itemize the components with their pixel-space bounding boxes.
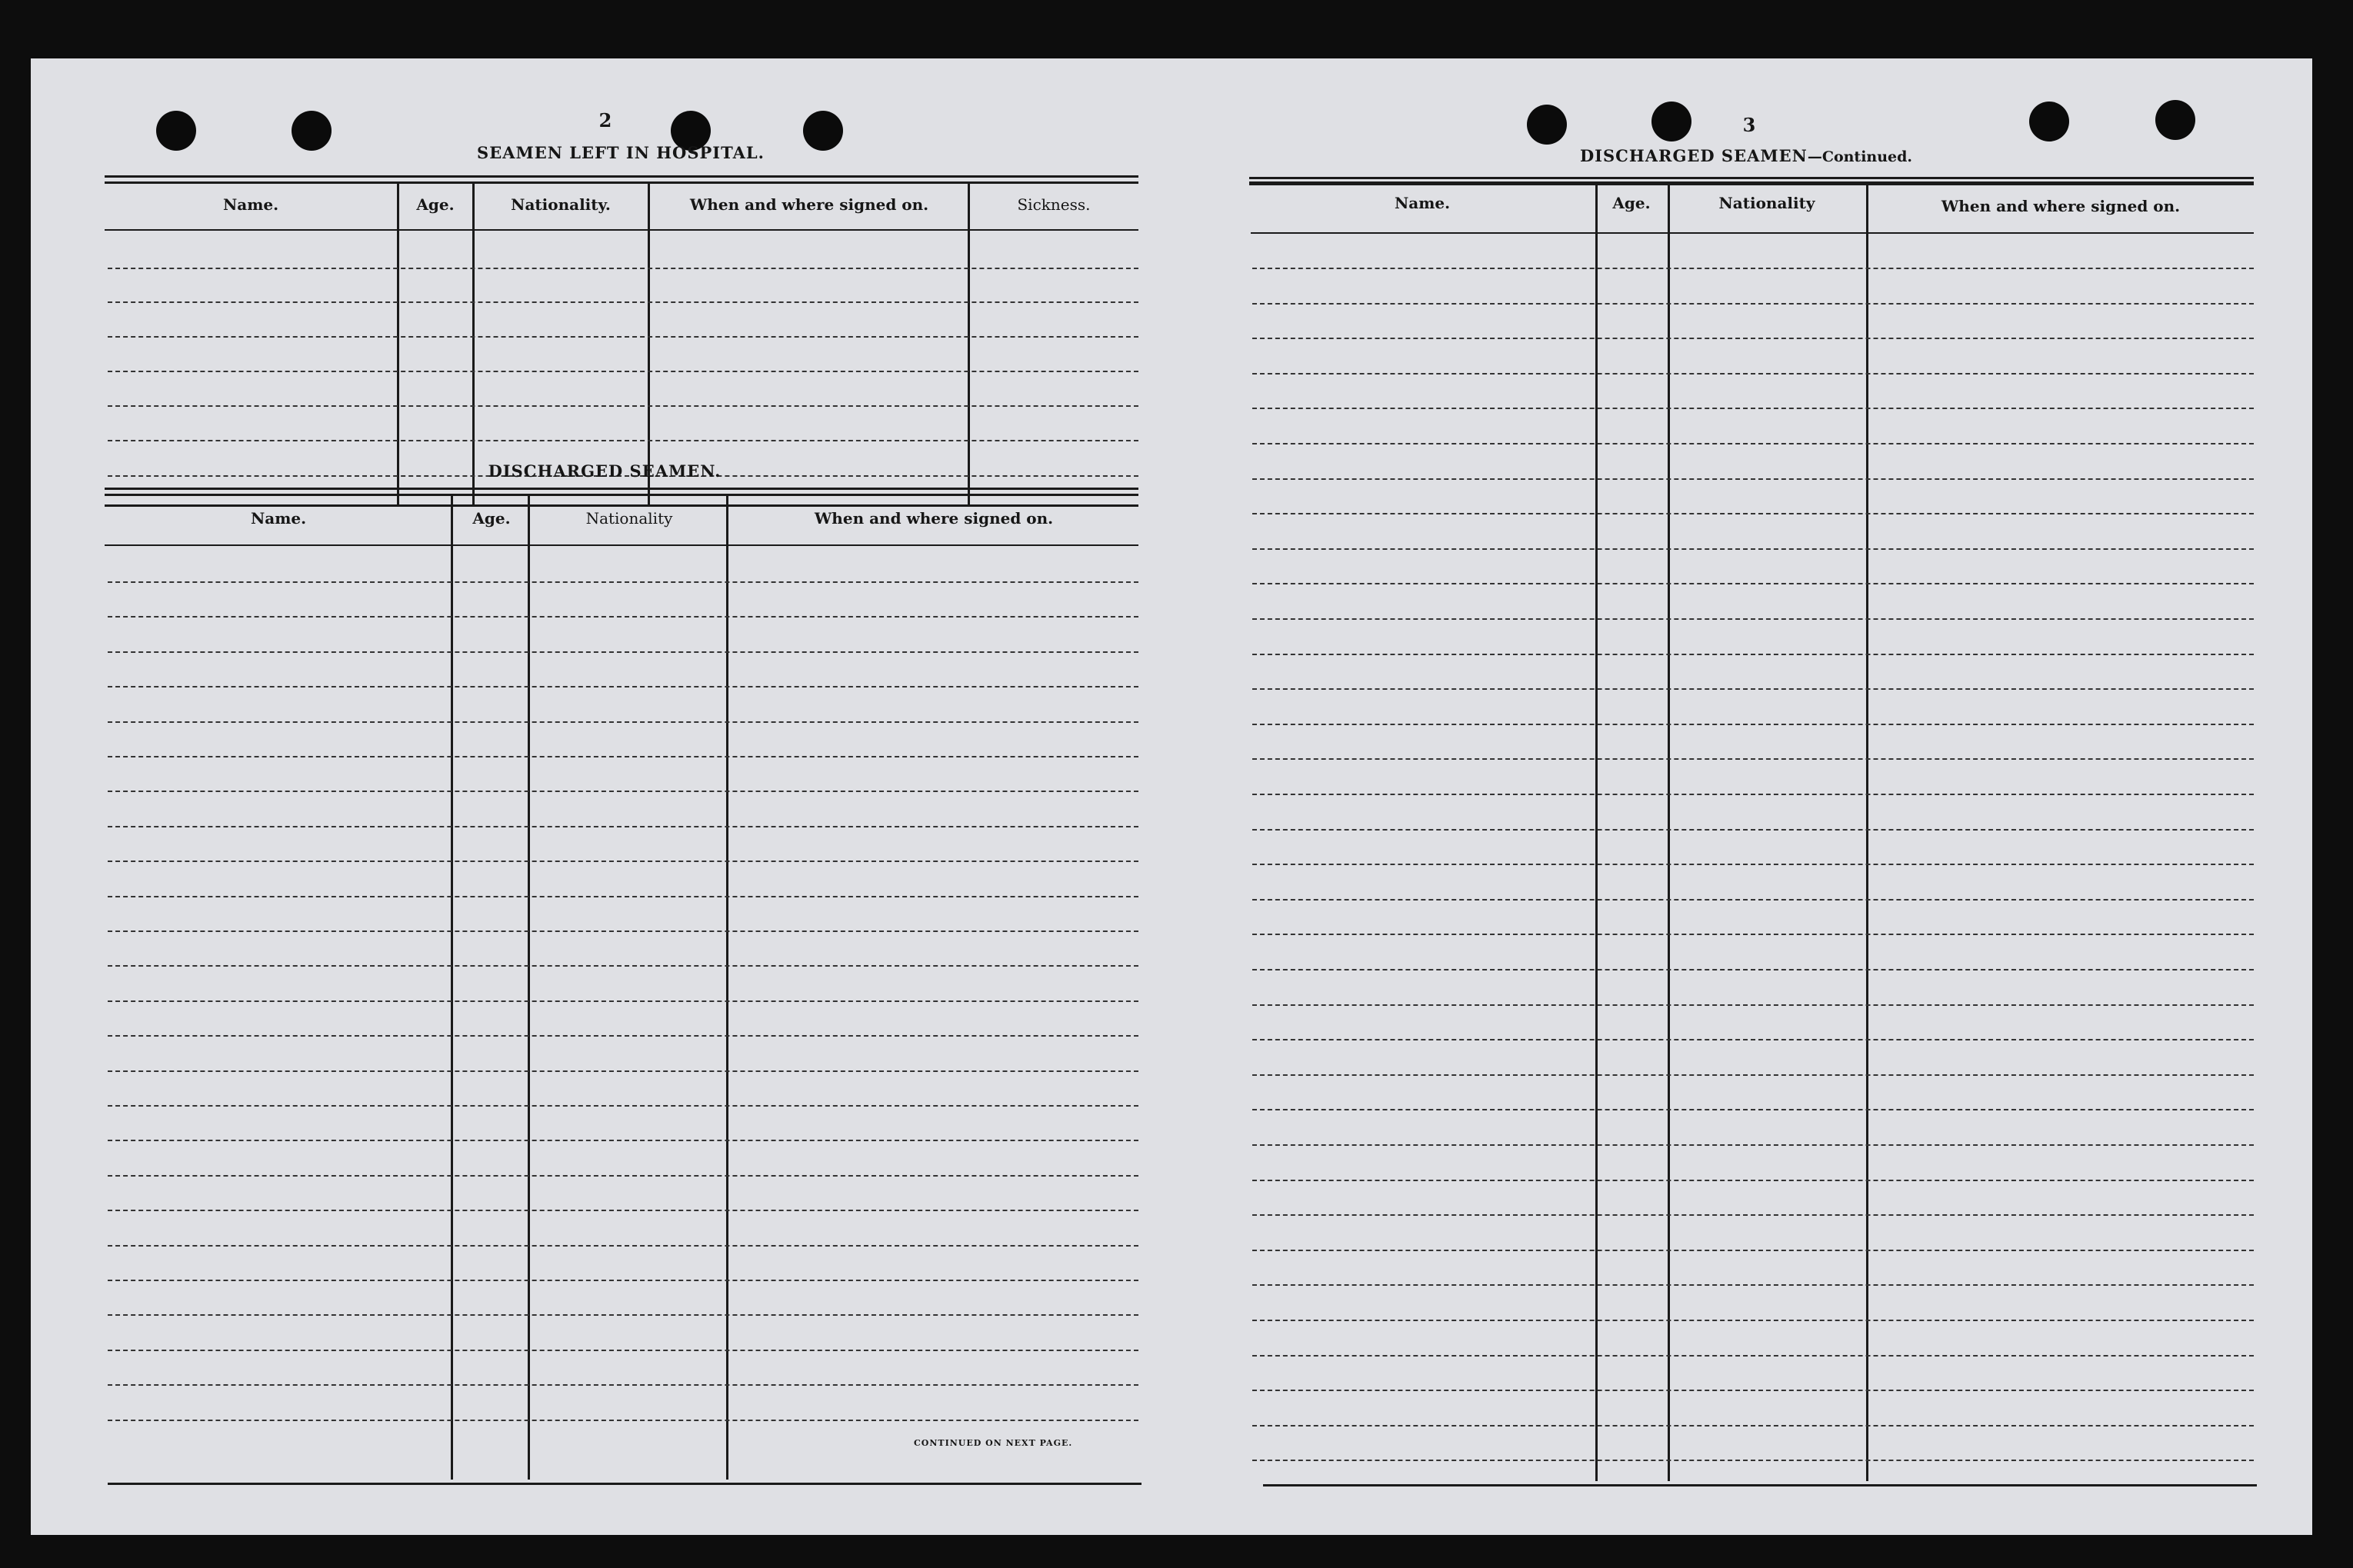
entry-line: [1252, 829, 2254, 831]
rule: [105, 488, 1138, 490]
entry-line: [108, 1314, 1138, 1316]
entry-line: [1252, 373, 2254, 375]
rule: [105, 181, 1138, 184]
rule: [105, 494, 1138, 496]
discharged-continued-title: [1580, 146, 1912, 165]
entry-line: [1252, 1355, 2254, 1357]
discharged-section-title: DISCHARGED SEAMEN.: [488, 461, 722, 481]
column-divider: [1668, 185, 1670, 1481]
punch-hole: [292, 111, 332, 151]
punch-hole: [1651, 102, 1691, 141]
page-number-left: 2: [598, 109, 612, 131]
entry-line: [1252, 1320, 2254, 1321]
entry-line: [1252, 1214, 2254, 1216]
column-divider: [472, 183, 475, 506]
entry-line: [1252, 268, 2254, 269]
column-divider: [397, 183, 399, 506]
entry-line: [1252, 478, 2254, 480]
entry-line: [108, 405, 1138, 407]
entry-line: [108, 756, 1138, 757]
entry-line: [1252, 969, 2254, 970]
entry-line: [108, 721, 1138, 723]
discharged-col-signed-on: When and where signed on.: [814, 509, 1054, 528]
entry-line: [108, 791, 1138, 792]
entry-line: [108, 1035, 1138, 1037]
header-underline: [1251, 232, 2254, 234]
rule: [108, 1483, 1142, 1485]
entry-line: [1252, 1144, 2254, 1146]
entry-line: [108, 1384, 1138, 1386]
entry-line: [108, 581, 1138, 583]
entry-line: [1252, 934, 2254, 935]
entry-line: [108, 1210, 1138, 1211]
hospital-section-title: SEAMEN LEFT IN HOSPITAL.: [477, 143, 765, 162]
entry-line: [108, 965, 1138, 967]
entry-line: [1252, 1284, 2254, 1286]
entry-line: [108, 1280, 1138, 1281]
column-divider: [451, 495, 453, 1480]
discharged-col-nationality: Nationality: [585, 509, 673, 528]
header-underline: [105, 229, 1138, 231]
entry-line: [108, 930, 1138, 932]
rule: [1263, 1484, 2257, 1486]
entry-line: [108, 651, 1138, 653]
punch-hole: [1527, 105, 1567, 145]
hospital-col-age: Age.: [416, 195, 455, 214]
entry-line: [1252, 443, 2254, 444]
column-divider: [1866, 185, 1868, 1481]
entry-line: [1252, 1250, 2254, 1251]
entry-line: [108, 1350, 1138, 1351]
entry-line: [108, 1000, 1138, 1002]
continued-col-name: Name.: [1394, 194, 1451, 212]
rule: [105, 175, 1138, 178]
entry-line: [108, 301, 1138, 303]
entry-line: [1252, 583, 2254, 584]
entry-line: [108, 1105, 1138, 1107]
continued-footer: CONTINUED ON NEXT PAGE.: [914, 1438, 1073, 1448]
entry-line: [1252, 1425, 2254, 1427]
entry-line: [1252, 1004, 2254, 1006]
column-divider: [726, 495, 728, 1480]
hospital-col-name: Name.: [222, 195, 279, 214]
entry-line: [108, 616, 1138, 618]
entry-line: [108, 826, 1138, 827]
rule: [105, 504, 1138, 507]
entry-line: [108, 371, 1138, 372]
discharged-col-name: Name.: [250, 509, 307, 528]
discharged-col-age: Age.: [472, 509, 511, 528]
hospital-col-signed-on: When and where signed on.: [689, 195, 929, 214]
entry-line: [108, 440, 1138, 441]
header-underline: [105, 544, 1138, 546]
hospital-col-sickness: Sickness.: [1017, 195, 1091, 214]
entry-line: [1252, 408, 2254, 409]
entry-line: [108, 1175, 1138, 1177]
entry-line: [1252, 758, 2254, 760]
entry-line: [1252, 794, 2254, 795]
column-divider: [968, 183, 970, 506]
entry-line: [108, 1140, 1138, 1141]
entry-line: [1252, 1390, 2254, 1391]
punch-hole: [156, 111, 196, 151]
rule: [1249, 181, 2254, 185]
continued-col-signed-on: When and where signed on.: [1941, 197, 2181, 215]
entry-line: [1252, 513, 2254, 514]
form-sheet: [31, 58, 2312, 1535]
column-divider: [528, 495, 530, 1480]
entry-line: [108, 1245, 1138, 1247]
entry-line: [1252, 1074, 2254, 1076]
entry-line: [108, 686, 1138, 687]
punch-hole: [2029, 102, 2069, 141]
entry-line: [108, 268, 1138, 269]
entry-line: [1252, 654, 2254, 655]
entry-line: [1252, 724, 2254, 725]
entry-line: [108, 896, 1138, 897]
entry-line: [1252, 548, 2254, 550]
page-number-right: 3: [1742, 114, 1756, 136]
entry-line: [1252, 1039, 2254, 1040]
entry-line: [1252, 688, 2254, 690]
entry-line: [1252, 899, 2254, 901]
entry-line: [1252, 338, 2254, 339]
column-divider: [1595, 185, 1598, 1481]
continued-suffix: —Continued.: [1807, 148, 1913, 165]
entry-line: [108, 861, 1138, 862]
hospital-col-nationality: Nationality.: [511, 195, 611, 214]
column-divider: [648, 183, 650, 506]
rule: [1249, 177, 2254, 179]
entry-line: [108, 1420, 1138, 1421]
entry-line: [1252, 1460, 2254, 1461]
continued-col-age: Age.: [1612, 194, 1651, 212]
continued-col-nationality: Nationality: [1718, 194, 1815, 212]
entry-line: [1252, 864, 2254, 865]
discharged-continued-title-text: DISCHARGED SEAMEN: [1579, 146, 1808, 165]
punch-hole: [803, 111, 843, 151]
entry-line: [1252, 618, 2254, 620]
entry-line: [1252, 1180, 2254, 1181]
entry-line: [108, 1070, 1138, 1072]
punch-hole: [2155, 100, 2195, 140]
entry-line: [108, 336, 1138, 338]
entry-line: [1252, 303, 2254, 305]
entry-line: [1252, 1109, 2254, 1110]
